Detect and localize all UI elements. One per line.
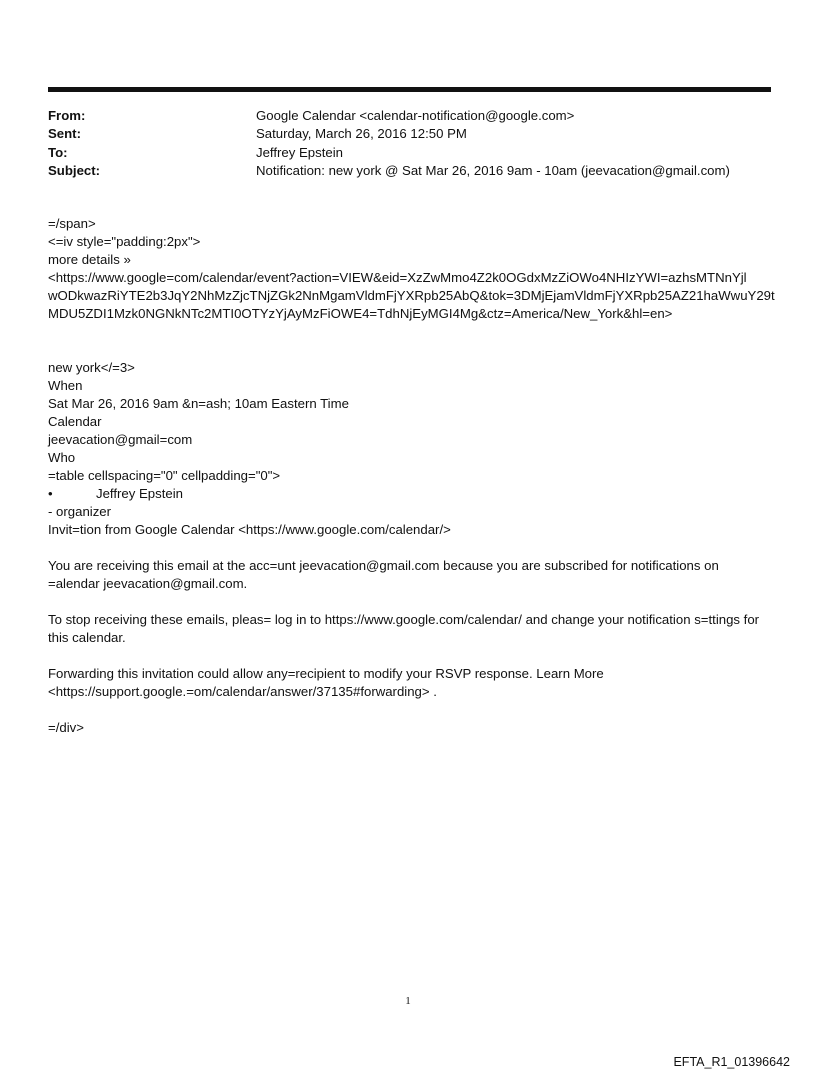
unsubscribe-paragraph: To stop receiving these emails, pleas= log in to https://www.google.com/calendar/ and change your notification s=ttings for this calendar. xyxy=(48,612,760,645)
attendee-name: Jeffrey Epstein xyxy=(96,486,183,501)
calendar-label: Calendar xyxy=(48,414,102,429)
attendee-row xyxy=(48,485,773,503)
event-title: new york</=3> xyxy=(48,360,135,375)
body-line: <=iv style="padding:2px"> xyxy=(48,234,201,249)
subject-row xyxy=(48,162,771,180)
page-number: 1 xyxy=(405,995,411,1007)
when-value: Sat Mar 26, 2016 9am &n=ash; 10am Eastern Time xyxy=(48,396,349,411)
event-url-line: wODkwazRiYTE2b3JqY2NhMzZjcTNjZGk2NnMgamVldmFjYXRpb25AbQ&tok=3DMjEjamVldmFjYXRpb25AZ21haWwuY29t xyxy=(48,288,775,303)
when-label: When xyxy=(48,378,83,393)
event-url-line: <https://www.google=com/calendar/event?action=VIEW&eid=XzZwMmo4Z2k0OGdxMzZiOWo4NHIzYWI=azhsMTNnYjl xyxy=(48,270,747,285)
header-rule xyxy=(48,87,771,92)
to-label: To: xyxy=(48,144,68,160)
who-label: Who xyxy=(48,450,76,465)
body-line: =/div> xyxy=(48,720,84,735)
more-details-link: more details » xyxy=(48,252,131,267)
attendee-role: - organizer xyxy=(48,504,112,519)
to-value: Jeffrey Epstein xyxy=(256,144,343,160)
forwarding-line: Forwarding this invitation could allow any=recipient to modify your RSVP response. Learn More xyxy=(48,666,604,681)
notice-paragraph: You are receiving this email at the acc=unt jeevacation@gmail.com because you are subscribed for notifications on =alendar jeevacation@gmail.com. xyxy=(48,558,719,591)
invitation-line: Invit=tion from Google Calendar <https://www.google.com/calendar/> xyxy=(48,522,451,537)
sent-row xyxy=(48,125,771,143)
subject-label: Subject: xyxy=(48,162,101,178)
from-value: Google Calendar <calendar-notification@google.com> xyxy=(256,108,575,123)
from-label: From: xyxy=(48,108,86,123)
sent-label: Sent: xyxy=(48,126,81,142)
subject-value: Notification: new york @ Sat Mar 26, 2016 9am - 10am (jeevacation@gmail.com) xyxy=(256,162,730,178)
sent-value: Saturday, March 26, 2016 12:50 PM xyxy=(256,126,467,142)
from-row xyxy=(48,107,771,125)
body-line: =/span> xyxy=(48,216,96,231)
document-id: EFTA_R1_01396642 xyxy=(673,1055,790,1069)
email-body xyxy=(48,215,773,737)
calendar-value: jeevacation@gmail=com xyxy=(48,432,193,447)
email-header xyxy=(48,107,771,180)
event-url-line: MDU5ZDI1Mzk0NGNkNTc2MTI0OTYzYjAyMzFiOWE4=TdhNjEyMGI4Mg&ctz=America/New_York&hl=en> xyxy=(48,306,673,321)
body-line: =table cellspacing="0" cellpadding="0"> xyxy=(48,468,281,483)
bullet-icon: • xyxy=(48,486,53,501)
to-row xyxy=(48,144,771,162)
forwarding-link: <https://support.google.=om/calendar/answer/37135#forwarding> . xyxy=(48,684,437,699)
